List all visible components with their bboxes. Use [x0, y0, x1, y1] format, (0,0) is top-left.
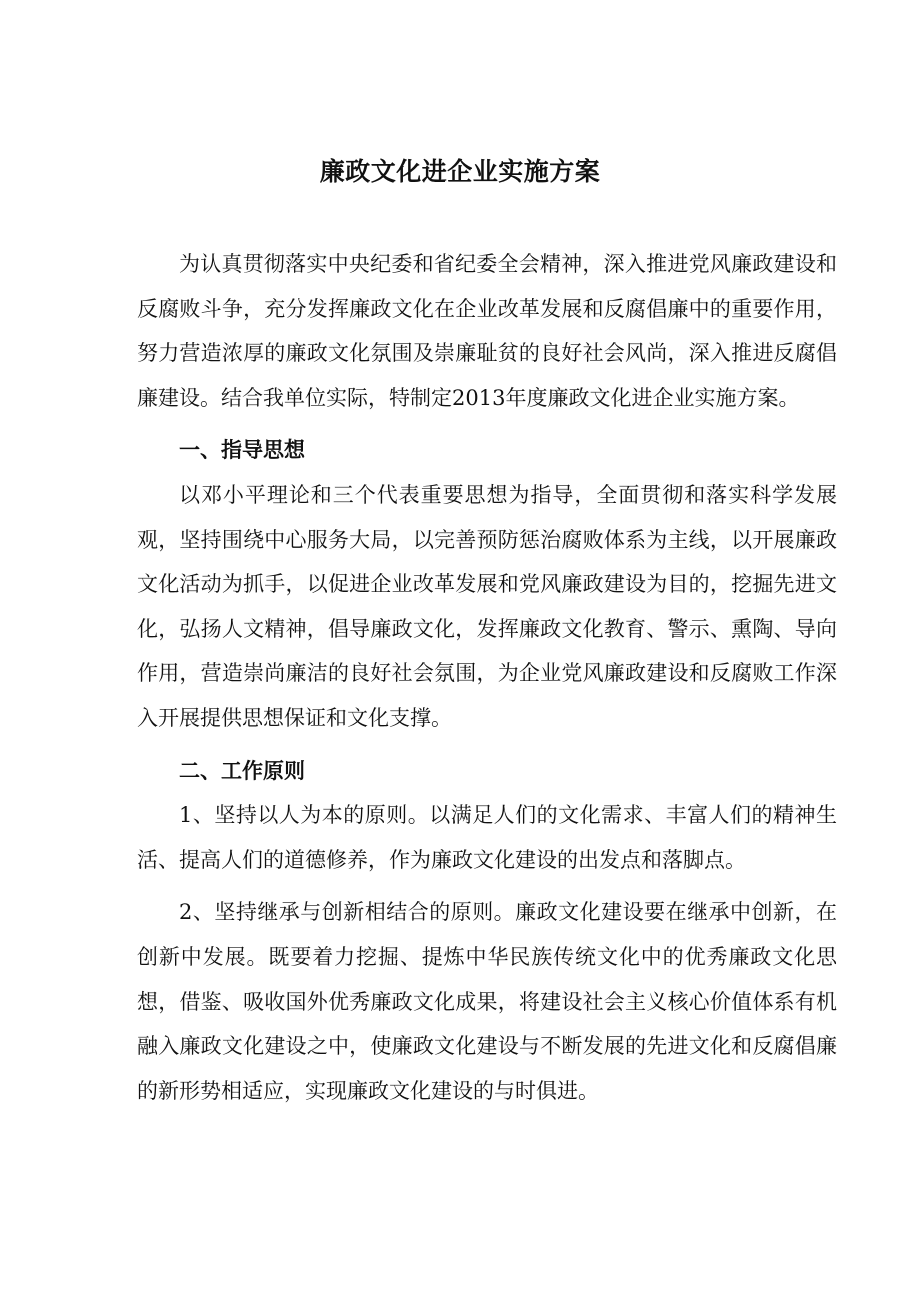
section-heading-guiding-ideology: 一、指导思想: [179, 437, 305, 463]
spacer: [137, 882, 837, 890]
document-title: 廉政文化进企业实施方案: [319, 157, 601, 186]
spacer: [137, 741, 837, 749]
principle-1-paragraph: 1、坚持以人为本的原则。以满足人们的文化需求、丰富人们的精神生活、提高人们的道德修养，作为廉政文化建设的出发点和落脚点。: [137, 803, 837, 872]
intro-paragraph: 为认真贯彻落实中央纪委和省纪委全会精神，深入推进党风廉政建设和反腐败斗争，充分发挥廉政文化在企业改革发展和反腐倡廉中的重要作用，努力营造浓厚的廉政文化氛围及崇廉耻贫的良好社会风尚，深入推进反腐倡廉建设。结合我单位实际，特制定2013年度廉政文化进企业实施方案。: [137, 252, 837, 410]
principle-2-paragraph: 2、坚持继承与创新相结合的原则。廉政文化建设要在继承中创新，在创新中发展。既要着力挖掘、提炼中华民族传统文化中的优秀廉政文化思想，借鉴、吸收国外优秀廉政文化成果，将建设社会主义核心价值体系有机融入廉政文化建设之中，使廉政文化建设与不断发展的先进文化和反腐倡廉的新形势相适应，实现廉政文化建设的与时俱进。: [137, 900, 837, 1103]
section-heading-work-principles: 二、工作原则: [179, 757, 305, 783]
document-body: [137, 242, 837, 1113]
spacer: [137, 420, 837, 428]
guiding-ideology-paragraph: 以邓小平理论和三个代表重要思想为指导，全面贯彻和落实科学发展观，坚持围绕中心服务大局，以完善预防惩治腐败体系为主线，以开展廉政文化活动为抓手，以促进企业改革发展和党风廉政建设为目的，挖掘先进文化，弘扬人文精神，倡导廉政文化，发挥廉政文化教育、警示、熏陶、导向作用，营造崇尚廉洁的良好社会氛围，为企业党风廉政建设和反腐败工作深入开展提供思想保证和文化支撑。: [137, 482, 837, 730]
